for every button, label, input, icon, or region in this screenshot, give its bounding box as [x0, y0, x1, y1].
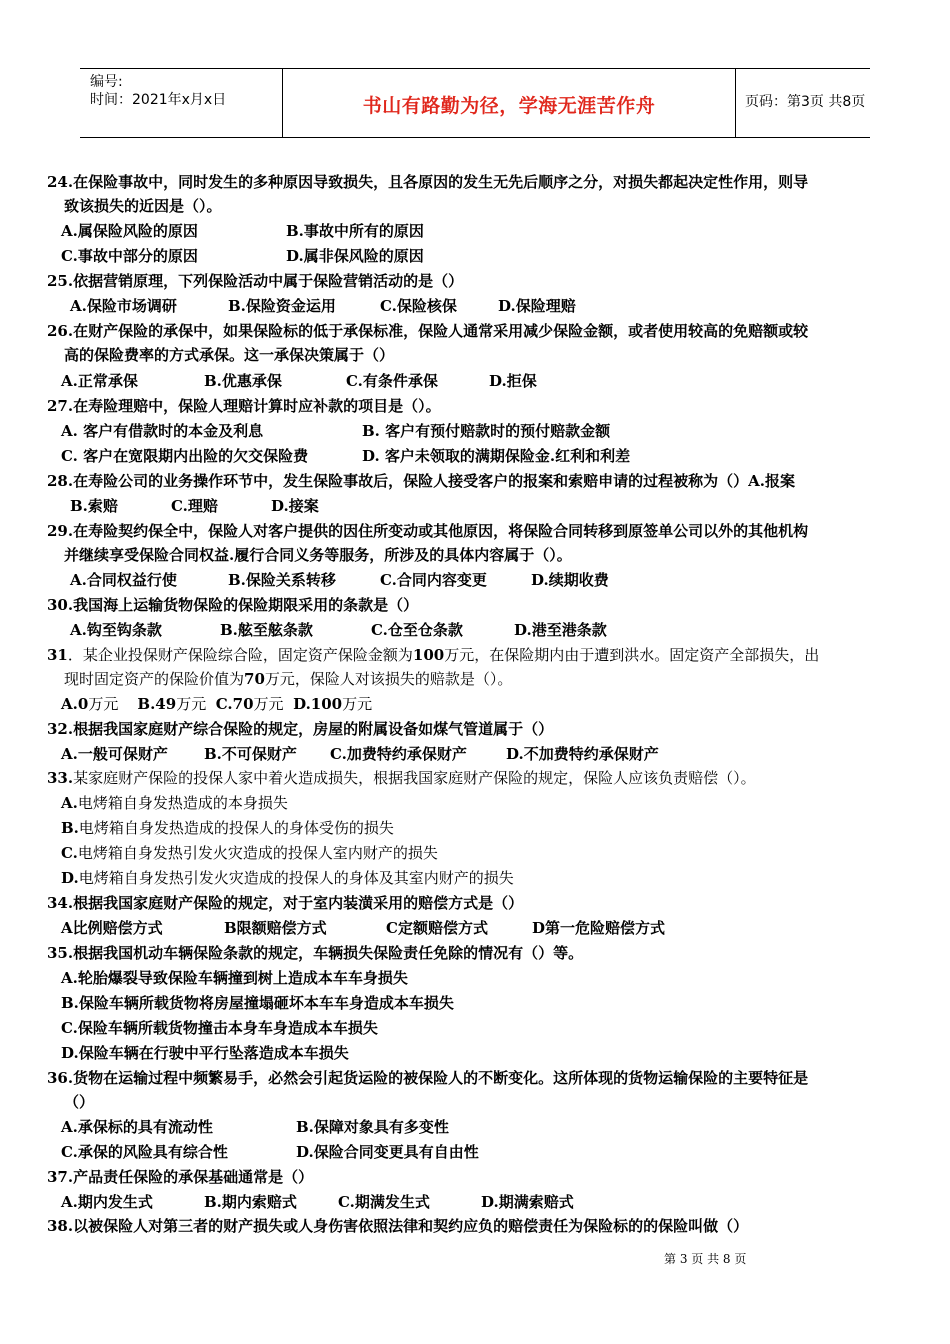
- question-24-option-d: D.属非保风险的原因: [286, 247, 424, 265]
- question-33-number: 33.: [47, 769, 74, 787]
- question-35-option-a: A.轮胎爆裂导致保险车辆撞到树上造成本车车身损失: [61, 969, 408, 987]
- header-page-cell: [735, 69, 870, 137]
- question-29-option-a: A.合同权益行使: [70, 571, 177, 589]
- option-text: 电烤箱自身发热造成的投保人的身体受伤的损失: [78, 819, 394, 837]
- option-unit: 万元: [88, 695, 119, 713]
- question-30-stem: 30.我国海上运输货物保险的保险期限采用的条款是（）: [47, 596, 419, 614]
- question-27-option-c: C. 客户在宽限期内出险的欠交保险费: [61, 447, 309, 465]
- question-29-stem-cont: 并继续享受保险合同权益.履行合同义务等服务，所涉及的具体内容属于（）。: [64, 546, 572, 564]
- question-33-text: 某家庭财产保险的投保人家中着火造成损失，根据我国家庭财产保险的规定，保险人应该负责赔偿（）。: [73, 769, 756, 787]
- option-letter: A.: [61, 794, 78, 812]
- question-34-option-b: B限额赔偿方式: [224, 919, 327, 937]
- question-37-option-c: C.期满发生式: [338, 1193, 430, 1211]
- question-24-option-b: B.事故中所有的原因: [286, 222, 424, 240]
- question-28-option-c: C.理赔: [171, 497, 218, 515]
- question-36-option-d: D.保险合同变更具有自由性: [296, 1143, 479, 1161]
- question-35-option-d: D.保险车辆在行驶中平行坠落造成本车损失: [61, 1044, 349, 1062]
- question-35-option-c: C.保险车辆所载货物撞击本身车身造成本车损失: [61, 1019, 378, 1037]
- option-letter: C.: [61, 844, 78, 862]
- question-35-option-b: B.保险车辆所载货物将房屋撞塌砸坏本车车身造成本车损失: [61, 994, 454, 1012]
- option-unit: 万元: [342, 695, 373, 713]
- question-30-option-a: A.钩至钩条款: [70, 621, 162, 639]
- question-31-insured-value: 70: [244, 670, 265, 688]
- question-25-option-a: A.保险市场调研: [70, 297, 177, 315]
- question-31-option-d: [293, 695, 372, 713]
- option-text: 电烤箱自身发热引发火灾造成的投保人的身体及其室内财产的损失: [78, 869, 514, 887]
- question-32-option-a: A.一般可保财产: [61, 745, 168, 763]
- question-26-option-a: A.正常承保: [61, 372, 138, 390]
- question-33-option-a: [61, 793, 288, 813]
- question-33-option-b: [61, 818, 394, 838]
- question-36-option-b: B.保障对象具有多变性: [296, 1118, 449, 1136]
- question-24-stem: 24.在保险事故中，同时发生的多种原因导致损失，且各原因的发生无先后顺序之分，对损失都起决定性作用，则导: [47, 173, 809, 191]
- question-31-text-a: ．某企业投保财产保险综合险，固定资产保险金额为: [67, 646, 413, 664]
- question-31-option-b: [137, 695, 206, 713]
- question-27-option-a: A. 客户有借款时的本金及利息: [61, 422, 264, 440]
- option-text: 电烤箱自身发热造成的本身损失: [77, 794, 288, 812]
- option-text: 电烤箱自身发热引发火灾造成的投保人室内财产的损失: [77, 844, 438, 862]
- question-35-stem: 35.根据我国机动车辆保险条款的规定，车辆损失保险责任免除的情况有（）等。: [47, 944, 584, 962]
- question-33-stem: [47, 768, 756, 788]
- question-26-option-b: B.优惠承保: [204, 372, 282, 390]
- option-letter: C.70: [215, 695, 254, 713]
- page-footer: 第 3 页 共 8 页: [664, 1252, 747, 1266]
- question-31-amount-insured: 100: [412, 646, 445, 664]
- header-code-label: 编号:: [90, 74, 123, 90]
- question-31-option-c: [216, 695, 284, 713]
- option-letter: D.100: [293, 695, 343, 713]
- option-unit: 万元: [176, 695, 207, 713]
- option-letter: B.: [61, 819, 79, 837]
- question-34-option-d: D第一危险赔偿方式: [532, 919, 666, 937]
- question-34-option-a: A比例赔偿方式: [61, 919, 163, 937]
- question-29-option-b: B.保险关系转移: [228, 571, 336, 589]
- question-27-option-d: D. 客户未领取的满期保险金.红利和利差: [362, 447, 631, 465]
- question-27-stem: 27.在寿险理赔中，保险人理赔计算时应补款的项目是（）。: [47, 397, 441, 415]
- question-32-option-b: B.不可保财产: [204, 745, 297, 763]
- question-31-text-b: 万元，在保险期内由于遭到洪水。固定资产全部损失，出: [444, 646, 820, 664]
- question-25-option-c: C.保险核保: [380, 297, 457, 315]
- question-37-option-b: B.期内索赔式: [204, 1193, 297, 1211]
- question-38-stem: 38.以被保险人对第三者的财产损失或人身伤害依照法律和契约应负的赔偿责任为保险标的的保险叫做（）: [47, 1217, 749, 1235]
- question-31-number: 31: [47, 646, 68, 664]
- question-33-option-d: [61, 868, 514, 888]
- question-31-stem: [47, 645, 819, 665]
- question-37-option-d: D.期满索赔式: [481, 1193, 574, 1211]
- question-24-stem-cont: 致该损失的近因是（）。: [64, 197, 222, 215]
- question-36-option-c: C.承保的风险具有综合性: [61, 1143, 228, 1161]
- question-28-option-d: D.接案: [271, 497, 319, 515]
- header-motto-cell: [282, 69, 736, 137]
- question-27-option-b: B. 客户有预付赔款时的预付赔款金额: [362, 422, 611, 440]
- question-37-option-a: A.期内发生式: [61, 1193, 153, 1211]
- option-letter: D.: [61, 869, 79, 887]
- option-letter: A.0: [61, 695, 89, 713]
- option-letter: B.49: [137, 695, 177, 713]
- option-unit: 万元: [253, 695, 284, 713]
- page-header: [80, 68, 870, 138]
- question-30-option-d: D.港至港条款: [514, 621, 607, 639]
- question-25-option-b: B.保险资金运用: [228, 297, 336, 315]
- question-32-stem: 32.根据我国家庭财产综合保险的规定，房屋的附属设备如煤气管道属于（）: [47, 720, 554, 738]
- question-32-option-c: C.加费特约承保财产: [330, 745, 467, 763]
- question-36-stem-cont: （）: [64, 1093, 95, 1111]
- header-meta-cell: [80, 69, 282, 137]
- question-26-stem: 26.在财产保险的承保中，如果保险标的低于承保标准，保险人通常采用减少保险金额，或者使用较高的免赔额或较: [47, 322, 809, 340]
- question-34-option-c: C定额赔偿方式: [386, 919, 488, 937]
- question-37-stem: 37.产品责任保险的承保基础通常是（）: [47, 1168, 314, 1186]
- question-26-option-c: C.有条件承保: [346, 372, 438, 390]
- question-31-stem-cont: [64, 669, 512, 689]
- question-29-option-d: D.续期收费: [531, 571, 609, 589]
- question-24-option-c: C.事故中部分的原因: [61, 247, 198, 265]
- question-26-stem-cont: 高的保险费率的方式承保。这一承保决策属于（）: [64, 346, 395, 364]
- header-motto: 书山有路勤为径，学海无涯苦作舟: [362, 95, 656, 117]
- question-28-option-b: B.索赔: [70, 497, 118, 515]
- question-31-options: [61, 694, 372, 714]
- question-25-option-d: D.保险理赔: [498, 297, 576, 315]
- question-29-option-c: C.合同内容变更: [380, 571, 487, 589]
- question-24-option-a: A.属保险风险的原因: [61, 222, 198, 240]
- header-time-label: 时间：2021年x月x日: [90, 92, 227, 108]
- question-33-option-c: [61, 843, 438, 863]
- question-32-option-d: D.不加费特约承保财产: [506, 745, 659, 763]
- question-34-stem: 34.根据我国家庭财产保险的规定，对于室内装潢采用的赔偿方式是（）: [47, 894, 524, 912]
- question-36-option-a: A.承保标的具有流动性: [61, 1118, 213, 1136]
- question-28-stem: 28.在寿险公司的业务操作环节中，发生保险事故后，保险人接受客户的报案和索赔申请的过程被称为（）A.报案: [47, 472, 795, 490]
- question-30-option-b: B.舷至舷条款: [220, 621, 313, 639]
- question-36-stem: 36.货物在运输过程中频繁易手，必然会引起货运险的被保险人的不断变化。这所体现的货物运输保险的主要特征是: [47, 1069, 809, 1087]
- question-25-stem: 25.依据营销原理，下列保险活动中属于保险营销活动的是（）: [47, 272, 464, 290]
- header-page-info: 页码：第3页 共8页: [745, 94, 866, 110]
- question-30-option-c: C.仓至仓条款: [371, 621, 463, 639]
- question-31-text-d: 万元，保险人对该损失的赔款是（）。: [264, 670, 513, 688]
- question-26-option-d: D.拒保: [489, 372, 537, 390]
- question-31-option-a: [61, 695, 118, 713]
- question-31-text-c: 现时固定资产的保险价值为: [64, 670, 245, 688]
- question-29-stem: 29.在寿险契约保全中，保险人对客户提供的因住所变动或其他原因，将保险合同转移到原签单公司以外的其他机构: [47, 522, 809, 540]
